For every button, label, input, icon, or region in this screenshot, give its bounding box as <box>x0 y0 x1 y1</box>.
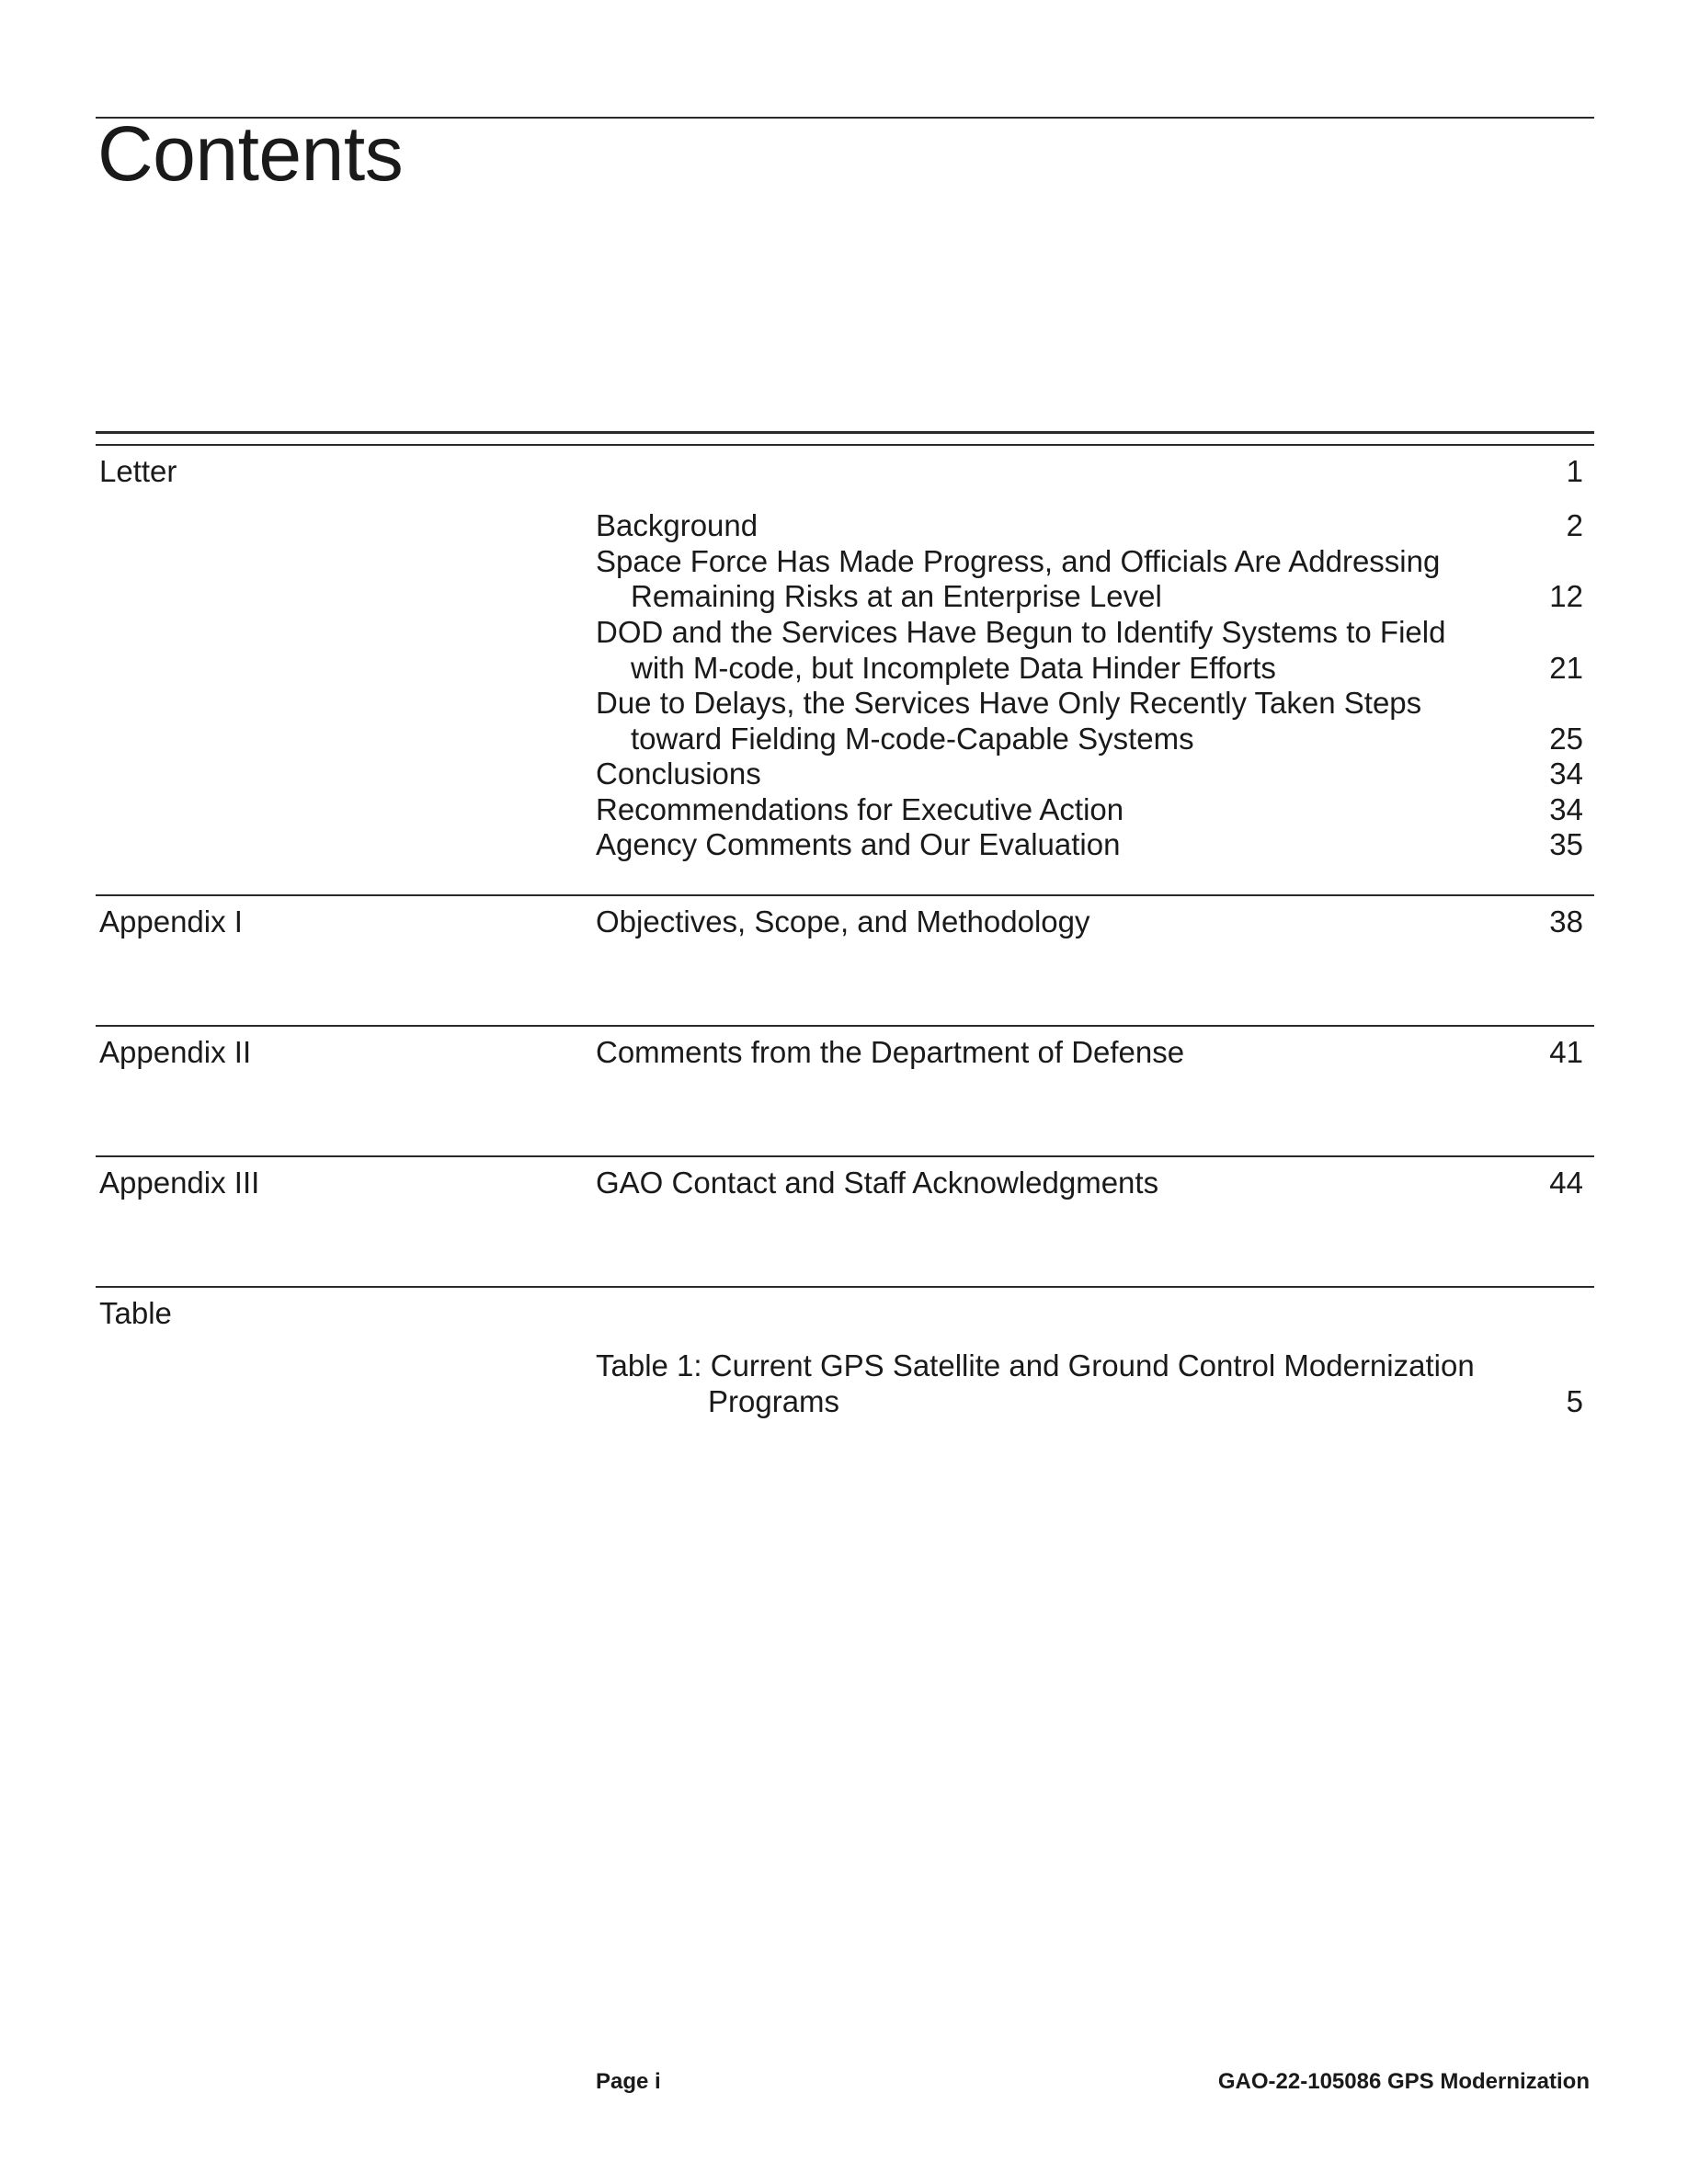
toc-entry-title-continued: toward Fielding M-code-Capable Systems <box>631 722 1194 756</box>
appendix-iii-divider <box>96 1155 1594 1157</box>
toc-entry-title-continued: Remaining Risks at an Enterprise Level <box>631 579 1162 613</box>
toc-entry-page: 41 <box>1549 1035 1583 1069</box>
appendix-ii-label: Appendix II <box>99 1035 252 1069</box>
toc-entry-title-continued: Programs <box>708 1384 840 1418</box>
appendix-ii-divider <box>96 1025 1594 1027</box>
toc-entry-page: 25 <box>1549 722 1583 756</box>
footer-page-label: Page i <box>596 2069 661 2094</box>
page-title: Contents <box>97 110 404 197</box>
letter-divider <box>96 444 1594 446</box>
appendix-i-label: Appendix I <box>99 904 243 938</box>
toc-entry-title: Agency Comments and Our Evaluation <box>596 827 1121 861</box>
toc-entry-title: Comments from the Department of Defense <box>596 1035 1185 1069</box>
tables-label: Table <box>99 1296 172 1330</box>
toc-entry-page: 35 <box>1549 827 1583 861</box>
toc-entry-title: Objectives, Scope, and Methodology <box>596 904 1090 938</box>
toc-entry-title-continued: with M-code, but Incomplete Data Hinder Efforts <box>631 651 1276 685</box>
toc-entry-title: Background <box>596 508 758 542</box>
toc-entry-page: 21 <box>1549 651 1583 685</box>
toc-entry-title: Table 1: Current GPS Satellite and Ground Control Modernization <box>596 1348 1475 1382</box>
toc-entry-title: Conclusions <box>596 756 761 791</box>
toc-entry-page: 5 <box>1566 1384 1583 1418</box>
appendix-iii-label: Appendix III <box>99 1166 260 1200</box>
toc-entry-title: DOD and the Services Have Begun to Identify Systems to Field <box>596 615 1446 649</box>
tables-divider <box>96 1286 1594 1288</box>
footer-report-id: GAO-22-105086 GPS Modernization <box>1217 2069 1590 2094</box>
toc-entry-page: 12 <box>1549 579 1583 613</box>
toc-entry-page: 34 <box>1549 756 1583 791</box>
toc-entry-page: 2 <box>1566 508 1583 542</box>
toc-entry-page: 34 <box>1549 792 1583 826</box>
toc-entry-title: Space Force Has Made Progress, and Officials Are Addressing <box>596 544 1441 578</box>
contents-top-rule <box>96 431 1594 434</box>
toc-entry-title: Recommendations for Executive Action <box>596 792 1124 826</box>
toc-entry-page: 44 <box>1549 1166 1583 1200</box>
letter-label: Letter <box>99 454 177 488</box>
toc-entry-title: GAO Contact and Staff Acknowledgments <box>596 1166 1159 1200</box>
toc-entry-title: Due to Delays, the Services Have Only Recently Taken Steps <box>596 686 1422 720</box>
appendix-i-divider <box>96 894 1594 896</box>
toc-entry-page: 38 <box>1549 904 1583 938</box>
letter-page-number: 1 <box>1566 454 1583 488</box>
